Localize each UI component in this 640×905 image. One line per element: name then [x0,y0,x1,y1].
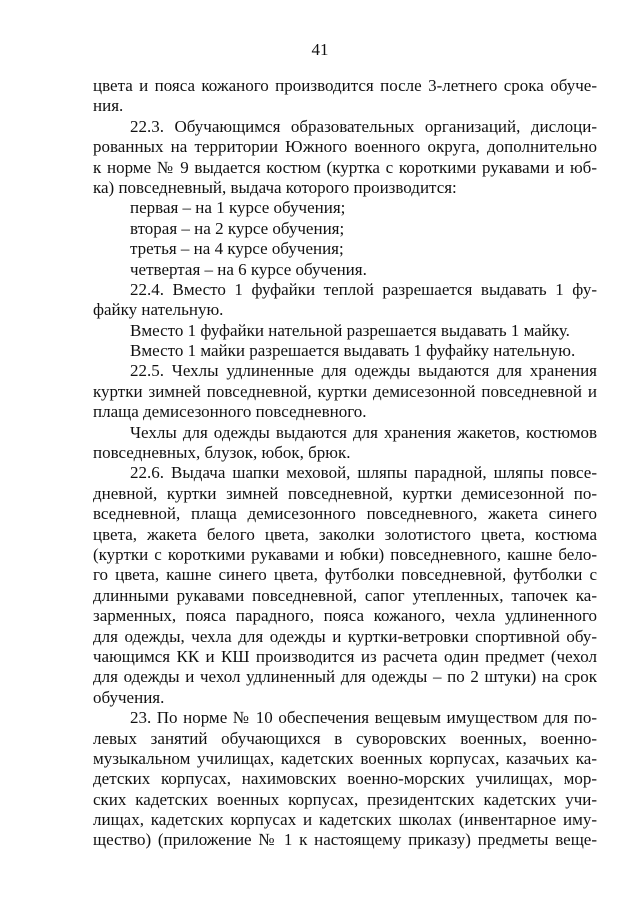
text-line: плаща демисезонного повседневного. [93,402,367,422]
text-line: для одежды и чехол удлиненный для одежды – по 2 штуки) на срок [93,667,597,687]
text-line: четвертая – на 6 курсе обучения. [130,259,367,279]
text-line: ских кадетских военных корпусах, президентских кадетских учи- [93,789,597,809]
text-line: ния. [93,96,124,116]
text-line: зарменных, пояса парадного, пояса кожаного, чехла удлиненного [93,606,597,626]
text-line: вседневной, плаща демисезонного повседневного, жакета синего [93,504,597,524]
text-line: 22.5. Чехлы удлиненные для одежды выдаются для хранения [130,361,597,381]
document-body [93,76,597,851]
text-line: рованных на территории Южного военного округа, дополнительно [93,137,597,157]
text-line: цвета, жакета белого цвета, заколки золотистого цвета, костюма [93,524,597,544]
text-line: 23. По норме № 10 обеспечения вещевым имуществом для по- [130,708,597,728]
text-line: музыкальном училищах, кадетских военных корпусах, казачьих ка- [93,748,597,768]
text-line: го цвета, кашне синего цвета, футболки повседневной, футболки с [93,565,597,585]
text-line: файку нательную. [93,300,224,320]
text-line: дневной, куртки зимней повседневной, куртки демисезонной по- [93,483,597,503]
text-line: Вместо 1 майки разрешается выдавать 1 фуфайку нательную. [130,341,576,361]
text-line: к норме № 9 выдается костюм (куртка с короткими рукавами и юб- [93,157,597,177]
text-line: для одежды, чехла для одежды и куртки-ветровки спортивной обу- [93,626,597,646]
page-number: 41 [311,40,329,59]
text-line: обучения. [93,687,165,707]
text-line: Чехлы для одежды выдаются для хранения жакетов, костюмов [130,422,597,442]
text-line: куртки зимней повседневной, куртки демисезонной повседневной и [93,381,597,401]
text-line: 22.3. Обучающимся образовательных организаций, дислоци- [130,116,597,136]
text-line: цвета и пояса кожаного производится после 3-летнего срока обуче- [93,76,597,95]
text-line: длинными рукавами повседневной, сапог утепленных, тапочек ка- [93,585,597,605]
text-line: третья – на 4 курсе обучения; [130,239,344,259]
text-line: 22.4. Вместо 1 фуфайки теплой разрешается выдавать 1 фу- [130,279,597,299]
text-line: ка) повседневный, выдача которого производится: [93,177,457,197]
text-line: повседневных, блузок, юбок, брюк. [93,443,351,463]
text-line: левых занятий обучающихся в суворовских военных, военно- [93,728,597,748]
text-line: лищах, кадетских корпусах и кадетских школах (инвентарное иму- [93,810,597,830]
text-line: 22.6. Выдача шапки меховой, шляпы парадной, шляпы повсе- [130,463,597,483]
text-line: (куртки с короткими рукавами и юбки) повседневного, кашне бело- [93,544,597,564]
text-line: Вместо 1 фуфайки нательной разрешается выдавать 1 майку. [130,320,570,340]
text-line: первая – на 1 курсе обучения; [130,198,346,218]
text-line: чающимся КК и КШ производится из расчета один предмет (чехол [93,646,597,666]
text-line: щество) (приложение № 1 к настоящему приказу) предметы веще- [93,830,597,850]
text-line: детских корпусах, нахимовских военно-морских училищах, мор- [93,769,597,789]
text-line: вторая – на 2 курсе обучения; [130,218,345,238]
